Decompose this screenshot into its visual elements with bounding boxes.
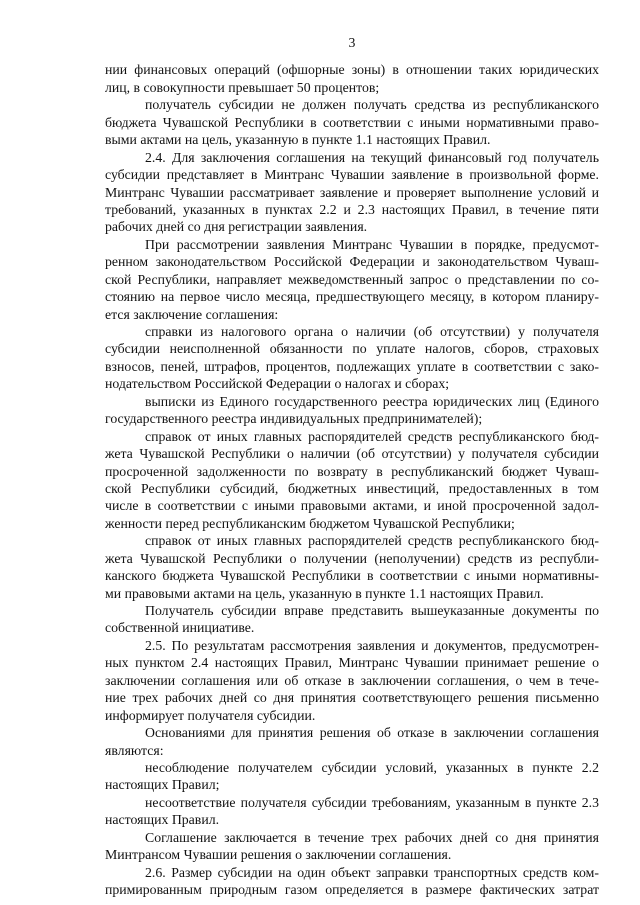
text-line: просроченной задолженности по возврату в республиканский бюджет Чуваш- [105,463,599,479]
text-line: ми правовыми актами на цель, указанную в пункте 1.1 настоящих Правил. [105,585,544,601]
text-line: несоответствие получателя субсидии требованиям, указанным в пункте 2.3 [145,794,599,810]
text-line: При рассмотрении заявления Минтранс Чувашии в порядке, предусмот- [145,236,599,252]
text-line: субсидии представляет в Минтранс Чувашии заявление в произвольной форме. [105,167,599,183]
text-line: справок от иных главных распорядителей средств республиканского бюд- [145,428,599,444]
text-line: Основаниями для принятия решения об отказе в заключении соглашения [145,725,599,741]
text-line: являются: [105,742,164,758]
text-line: взносов, пеней, штрафов, процентов, подлежащих уплате в соответствии с зако- [105,358,599,374]
text-line: Минтрансом Чувашии решения о заключении соглашения. [105,847,452,863]
text-line: ных пунктом 2.4 настоящих Правил, Минтранс Чувашии принимает решение о [105,655,599,671]
text-line: справки из налогового органа о наличии (об отсутствии) у получателя [145,324,599,340]
text-line: справок от иных главных распорядителей средств республиканского бюд- [145,533,599,549]
text-line: жета Чувашской Республики о получении (неполучении) средств из республи- [105,550,599,566]
text-line: ется заключение соглашения: [105,306,279,322]
text-line: женности перед республиканским бюджетом Чувашской Республики; [105,515,515,531]
text-line: выми актами на цель, указанную в пункте 1.1 настоящих Правил. [105,132,491,148]
text-line: ской Республики субсидий, бюджетных инвестиций, предоставленных в том [105,480,599,496]
text-line: ренном законодательством Российской Федерации и законодательством Чуваш- [105,254,599,270]
text-line: требований, указанных в пунктах 2.2 и 2.3 настоящих Правил, в течение пяти [105,201,599,217]
text-line: собственной инициативе. [105,620,255,636]
text-line: нодательством Российской Федерации о налогах и сборах; [105,376,450,392]
text-line: рабочих дней со дня регистрации заявления. [105,219,368,235]
text-line: 2.6. Размер субсидии на один объект заправки транспортных средств ком- [145,864,599,880]
text-line: Получатель субсидии вправе представить вышеуказанные документы по [145,603,599,619]
body-text [105,61,599,898]
text-line: числе в соответствии с иными правовыми актами, и иной просроченной задол- [105,498,599,514]
text-line: примированным природным газом определяется в размере фактических затрат [105,882,599,898]
text-line: субсидии неисполненной обязанности по уплате налогов, сборов, страховых [105,341,599,357]
text-line: заключении соглашения или об отказе в заключении соглашения, о чем в тече- [105,672,599,688]
page-number: 3 [348,35,356,50]
text-line: ние трех рабочих дней со дня принятия соответствующего решения письменно [105,690,599,706]
text-line: ской Республики, направляет межведомственный запрос о представлении по со- [105,271,599,287]
text-line: нии финансовых операций (офшорные зоны) в отношении таких юридических [105,62,599,78]
text-line: Соглашение заключается в течение трех рабочих дней со дня принятия [145,829,599,845]
text-line: Минтранс Чувашии рассматривает заявление и проверяет выполнение условий и [105,184,599,200]
text-line: информирует получателя субсидии. [105,707,316,723]
text-line: государственного реестра индивидуальных предпринимателей); [105,411,483,427]
text-line: жета Чувашской Республики о наличии (об отсутствии) у получателя субсидии [105,446,599,462]
text-line: стоянию на первое число месяца, предшествующего месяцу, в котором планиру- [105,289,599,305]
text-line: лиц, в совокупности превышает 50 процентов; [105,79,380,95]
text-line: бюджета Чувашской Республики в соответствии с иными нормативными право- [105,114,599,130]
text-line: получатель субсидии не должен получать средства из республиканского [145,97,599,113]
text-line: выписки из Единого государственного реестра юридических лиц (Единого [145,393,599,409]
text-line: 2.5. По результатам рассмотрения заявления и документов, предусмотрен- [145,637,599,653]
text-line: несоблюдение получателем субсидии условий, указанных в пункте 2.2 [145,759,599,775]
text-line: настоящих Правил. [105,812,220,828]
text-line: 2.4. Для заключения соглашения на текущий финансовый год получатель [145,149,599,165]
text-line: канского бюджета Чувашской Республики в соответствии с иными нормативны- [105,568,599,584]
document-page [105,34,599,898]
text-line: настоящих Правил; [105,777,220,793]
